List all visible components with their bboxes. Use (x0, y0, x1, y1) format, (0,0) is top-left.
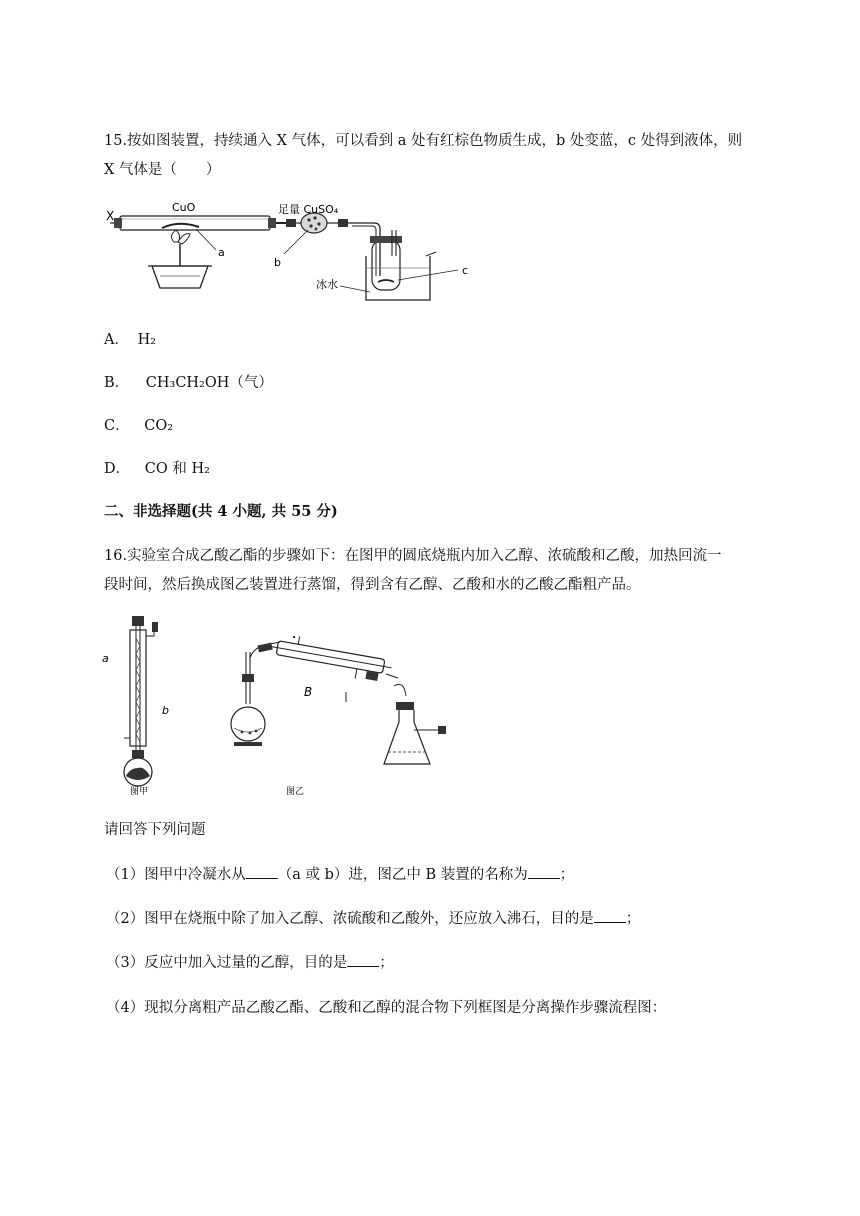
q16-caption-jia: 图甲 (130, 787, 149, 796)
section-heading: 二、非选择题(共 4 小题, 共 55 分) (104, 503, 338, 520)
q15-option-c (104, 416, 173, 436)
q16-sub2 (106, 908, 640, 929)
q16-sub4: （4）现拟分离粗产品乙酸乙酯、乙酸和乙醇的混合物下列框图是分离操作步骤流程图： (106, 1000, 667, 1016)
q16-sub3-blank[interactable] (347, 952, 379, 967)
q15-stem-line2: X 气体是（ ） (104, 162, 221, 178)
q15-option-c-letter: C． (104, 418, 130, 434)
q15-option-b-text: CH₃CH₂OH（气） (145, 375, 273, 391)
q15-label-ice: 冰水 (316, 278, 338, 291)
q15-stem-line1: 15.按如图装置，持续通入 X 气体，可以看到 a 处有红棕色物质生成，b 处变蓝，c 处得到液体，则 (104, 133, 743, 149)
q15-label-b: b (274, 256, 281, 269)
q15-option-c-text: CO₂ (144, 418, 174, 434)
q16-sub1-text-c: ； (559, 867, 575, 883)
q15-option-a-letter: A． (104, 332, 129, 348)
q16-stem-line1: 16.实验室合成乙酸乙酯的步骤如下：在图甲的圆底烧瓶内加入乙醇、浓硫酸和乙酸，加热回流一 (104, 548, 722, 564)
q16-sub1-blank1[interactable] (246, 864, 278, 879)
q15-label-cuo: CuO (172, 201, 196, 214)
q15-label-a: a (218, 246, 225, 259)
q16-stem-line2: 段时间，然后换成图乙装置进行蒸馏，得到含有乙醇、乙酸和水的乙酸乙酯粗产品。 (104, 577, 641, 593)
q15-label-x: X (106, 209, 115, 223)
q15-option-a (104, 330, 156, 350)
q15-option-d-text: CO 和 H₂ (144, 461, 210, 477)
q15-apparatus-figure (104, 196, 504, 308)
q16-sub1-blank2[interactable] (528, 864, 560, 879)
q16-sub3-text-b: ； (379, 955, 394, 971)
q16-label-b: b (162, 704, 169, 717)
q16-sub2-text-a: （2）图甲在烧瓶中除了加入乙醇、浓硫酸和乙酸外，还应放入沸石，目的是 (106, 911, 594, 927)
q15-option-a-text: H₂ (137, 332, 157, 348)
q15-option-d (104, 459, 210, 479)
q15-option-b (104, 373, 273, 393)
q15-option-b-letter: B． (104, 375, 130, 391)
q16-sub2-text-b: ； (625, 911, 641, 927)
q16-sub1 (106, 864, 574, 885)
q16-sub3 (106, 952, 394, 973)
q16-label-a: a (102, 652, 109, 665)
q16-label-B: B (304, 685, 313, 699)
q15-label-cuso4: 足量 CuSO₄ (278, 203, 339, 216)
q15-label-c: c (462, 264, 469, 277)
q16-sub2-blank[interactable] (594, 908, 626, 923)
q16-prompt: 请回答下列问题 (104, 822, 206, 838)
q16-apparatus-figure (100, 616, 460, 796)
q16-sub1-text-a: （1）图甲中冷凝水从 (106, 867, 246, 883)
q15-option-d-letter: D． (104, 461, 131, 477)
q16-sub3-text-a: （3）反应中加入过量的乙醇，目的是 (106, 955, 348, 971)
q16-sub1-text-b: （a 或 b）进，图乙中 B 装置的名称为 (277, 867, 528, 883)
q16-caption-yi: 图乙 (286, 787, 305, 796)
